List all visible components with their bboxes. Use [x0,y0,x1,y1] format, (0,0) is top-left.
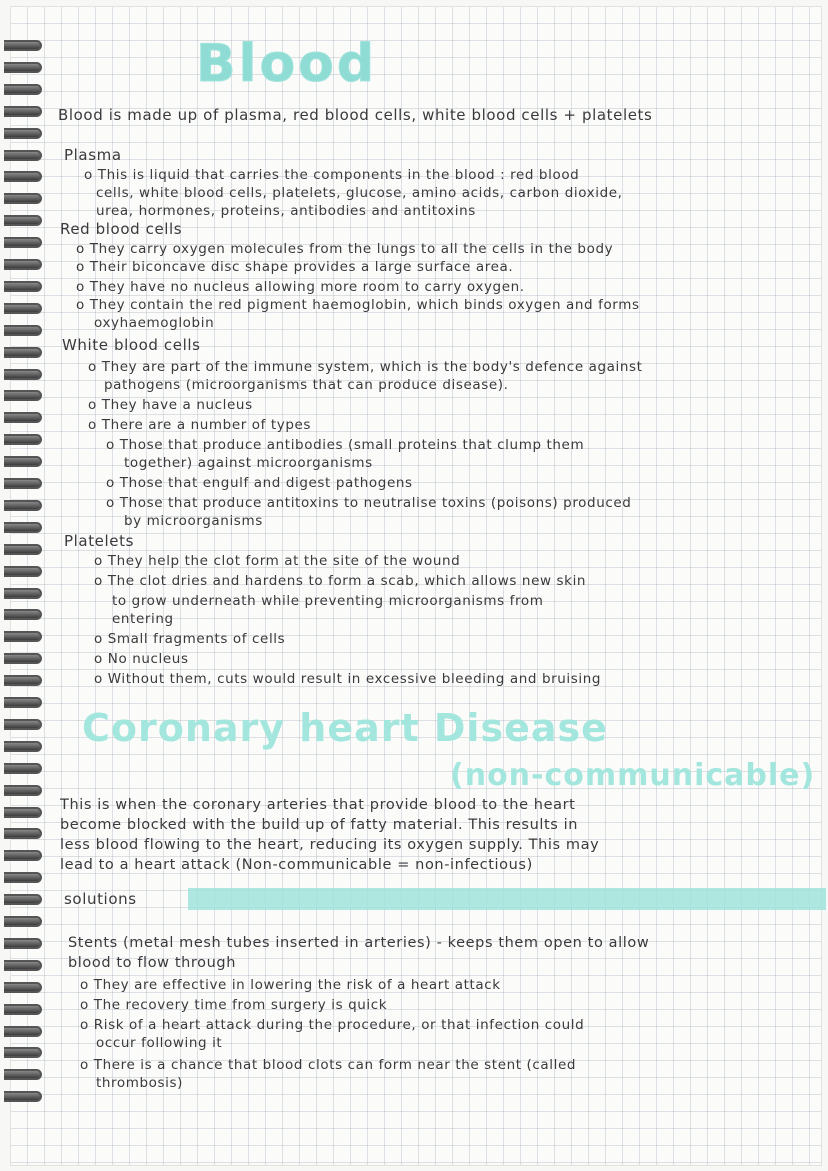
rbc-line-2: o Their biconcave disc shape provides a large surface area. [76,259,514,275]
spiral-ring [4,106,42,117]
rbc-line-1: o They carry oxygen molecules from the lungs to all the cells in the body [76,241,614,257]
spiral-ring [4,1047,42,1058]
plasma-line-3: urea, hormones, proteins, antibodies and antitoxins [96,203,476,219]
spiral-binding [0,40,48,1140]
chd-line-3: less blood flowing to the heart, reducing its oxygen supply. This may [60,837,600,853]
spiral-ring [4,1069,42,1080]
rbc-line-5: oxyhaemoglobin [94,315,215,331]
spiral-ring [4,434,42,445]
wbc-line-2: pathogens (microorganisms that can produce disease). [104,377,509,393]
spiral-ring [4,84,42,95]
spiral-ring [4,193,42,204]
spiral-ring [4,412,42,423]
wbc-line-1: o They are part of the immune system, which is the body's defence against [88,359,643,375]
wbc-heading: White blood cells [62,336,201,354]
spiral-ring [4,303,42,314]
spiral-ring [4,719,42,730]
spiral-ring [4,741,42,752]
spiral-ring [4,1026,42,1037]
spiral-ring [4,697,42,708]
wbc-line-8: o Those that produce antitoxins to neutralise toxins (poisons) produced [106,495,632,511]
spiral-ring [4,390,42,401]
platelets-heading: Platelets [64,532,135,550]
spiral-ring [4,982,42,993]
spiral-ring [4,763,42,774]
spiral-ring [4,1004,42,1015]
platelets-line-7: o Without them, cuts would result in excessive bleeding and bruising [94,671,602,687]
wbc-line-9: by microorganisms [124,513,263,529]
platelets-line-2: o The clot dries and hardens to form a scab, which allows new skin [94,573,587,589]
wbc-line-7: o Those that engulf and digest pathogens [106,475,413,491]
spiral-ring [4,807,42,818]
spiral-ring [4,478,42,489]
solutions-line-5: o Risk of a heart attack during the procedure, or that infection could [80,1017,585,1033]
spiral-ring [4,938,42,949]
spiral-ring [4,588,42,599]
spiral-ring [4,544,42,555]
wbc-line-5: o Those that produce antibodies (small proteins that clump them [106,437,585,453]
spiral-ring [4,675,42,686]
spiral-ring [4,500,42,511]
spiral-ring [4,215,42,226]
plasma-heading: Plasma [64,146,122,164]
spiral-ring [4,960,42,971]
spiral-ring [4,1091,42,1102]
solutions-highlight-bar [188,888,826,910]
platelets-line-3: to grow underneath while preventing microorganisms from [112,593,544,609]
grid-paper-page [10,6,822,1166]
page-title: Blood [196,34,378,94]
spiral-ring [4,40,42,51]
spiral-ring [4,325,42,336]
spiral-ring [4,894,42,905]
rbc-heading: Red blood cells [60,220,183,238]
spiral-ring [4,522,42,533]
chd-line-4: lead to a heart attack (Non-communicable = non-infectious) [60,857,533,873]
platelets-line-1: o They help the clot form at the site of the wound [94,553,461,569]
rbc-line-4: o They contain the red pigment haemoglobin, which binds oxygen and forms [76,297,640,313]
solutions-line-6: occur following it [96,1035,223,1051]
spiral-ring [4,281,42,292]
solutions-line-1: Stents (metal mesh tubes inserted in arteries) - keeps them open to allow [68,935,650,951]
chd-line-2: become blocked with the build up of fatty material. This results in [60,817,579,833]
spiral-ring [4,237,42,248]
spiral-ring [4,850,42,861]
wbc-line-3: o They have a nucleus [88,397,253,413]
spiral-ring [4,653,42,664]
spiral-ring [4,916,42,927]
solutions-line-4: o The recovery time from surgery is quick [80,997,388,1013]
spiral-ring [4,150,42,161]
spiral-ring [4,631,42,642]
spiral-ring [4,456,42,467]
spiral-ring [4,62,42,73]
solutions-line-8: thrombosis) [96,1075,184,1091]
spiral-ring [4,566,42,577]
rbc-line-3: o They have no nucleus allowing more room to carry oxygen. [76,279,525,295]
spiral-ring [4,259,42,270]
platelets-line-5: o Small fragments of cells [94,631,286,647]
solutions-line-7: o There is a chance that blood clots can form near the stent (called [80,1057,577,1073]
chd-heading: Coronary heart Disease [82,706,608,750]
wbc-line-4: o There are a number of types [88,417,312,433]
plasma-line-2: cells, white blood cells, platelets, glucose, amino acids, carbon dioxide, [96,185,623,201]
spiral-ring [4,171,42,182]
solutions-label: solutions [64,890,137,908]
spiral-ring [4,785,42,796]
spiral-ring [4,828,42,839]
solutions-line-3: o They are effective in lowering the risk of a heart attack [80,977,501,993]
spiral-ring [4,609,42,620]
spiral-ring [4,369,42,380]
chd-subheading: (non-communicable) [450,758,816,793]
spiral-ring [4,347,42,358]
spiral-ring [4,128,42,139]
platelets-line-4: entering [112,611,174,627]
wbc-line-6: together) against microorganisms [124,455,373,471]
solutions-line-2: blood to flow through [68,955,237,971]
chd-line-1: This is when the coronary arteries that provide blood to the heart [60,797,576,813]
platelets-line-6: o No nucleus [94,651,189,667]
spiral-ring [4,872,42,883]
intro-text: Blood is made up of plasma, red blood cells, white blood cells + platelets [58,106,653,124]
plasma-line-1: o This is liquid that carries the components in the blood : red blood [84,167,580,183]
